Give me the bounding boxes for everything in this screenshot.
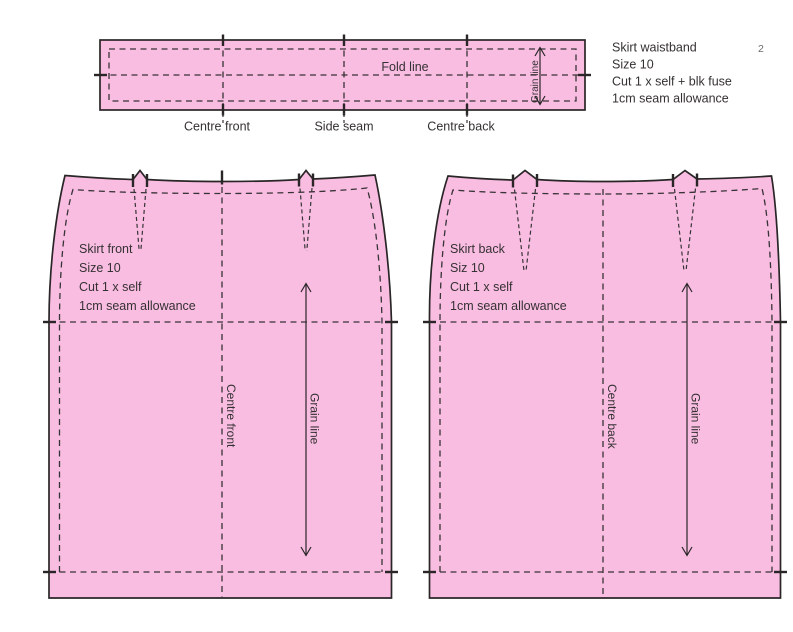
skirt-back-group <box>423 171 787 599</box>
info-line: Size 10 <box>79 261 121 275</box>
skirt-front-group <box>43 171 398 599</box>
info-line: Cut 1 x self <box>79 280 142 294</box>
info-line: 1cm seam allowance <box>79 299 196 313</box>
label-centre-back: Centre back <box>427 119 495 134</box>
centre-back-label: Centre back <box>605 384 619 449</box>
info-line: 1cm seam allowance <box>612 91 729 106</box>
centre-front-label: Centre front <box>224 384 238 448</box>
info-line: Size 10 <box>612 57 654 72</box>
label-side-seam: Side seam <box>314 119 374 134</box>
grain-line-label: Grain line <box>688 393 703 445</box>
skirt-front-piece <box>49 171 392 599</box>
info-line: Siz 10 <box>450 261 485 275</box>
info-line: Skirt front <box>79 242 133 256</box>
label-centre-front: Centre front <box>183 119 251 134</box>
info-line: Cut 1 x self + blk fuse <box>612 74 732 89</box>
waistband-group <box>94 35 764 134</box>
page-number: 2 <box>758 43 764 55</box>
info-line: Skirt back <box>450 242 505 256</box>
skirt-back-piece <box>429 171 780 599</box>
waistband-info-block <box>612 41 732 106</box>
grain-line-label: Grain line <box>530 60 541 103</box>
fold-line-label: Fold line <box>381 60 429 74</box>
info-line: 1cm seam allowance <box>450 299 567 313</box>
info-line: Skirt waistband <box>612 40 697 55</box>
grain-line-label: Grain line <box>307 393 322 445</box>
info-line: Cut 1 x self <box>450 280 513 294</box>
